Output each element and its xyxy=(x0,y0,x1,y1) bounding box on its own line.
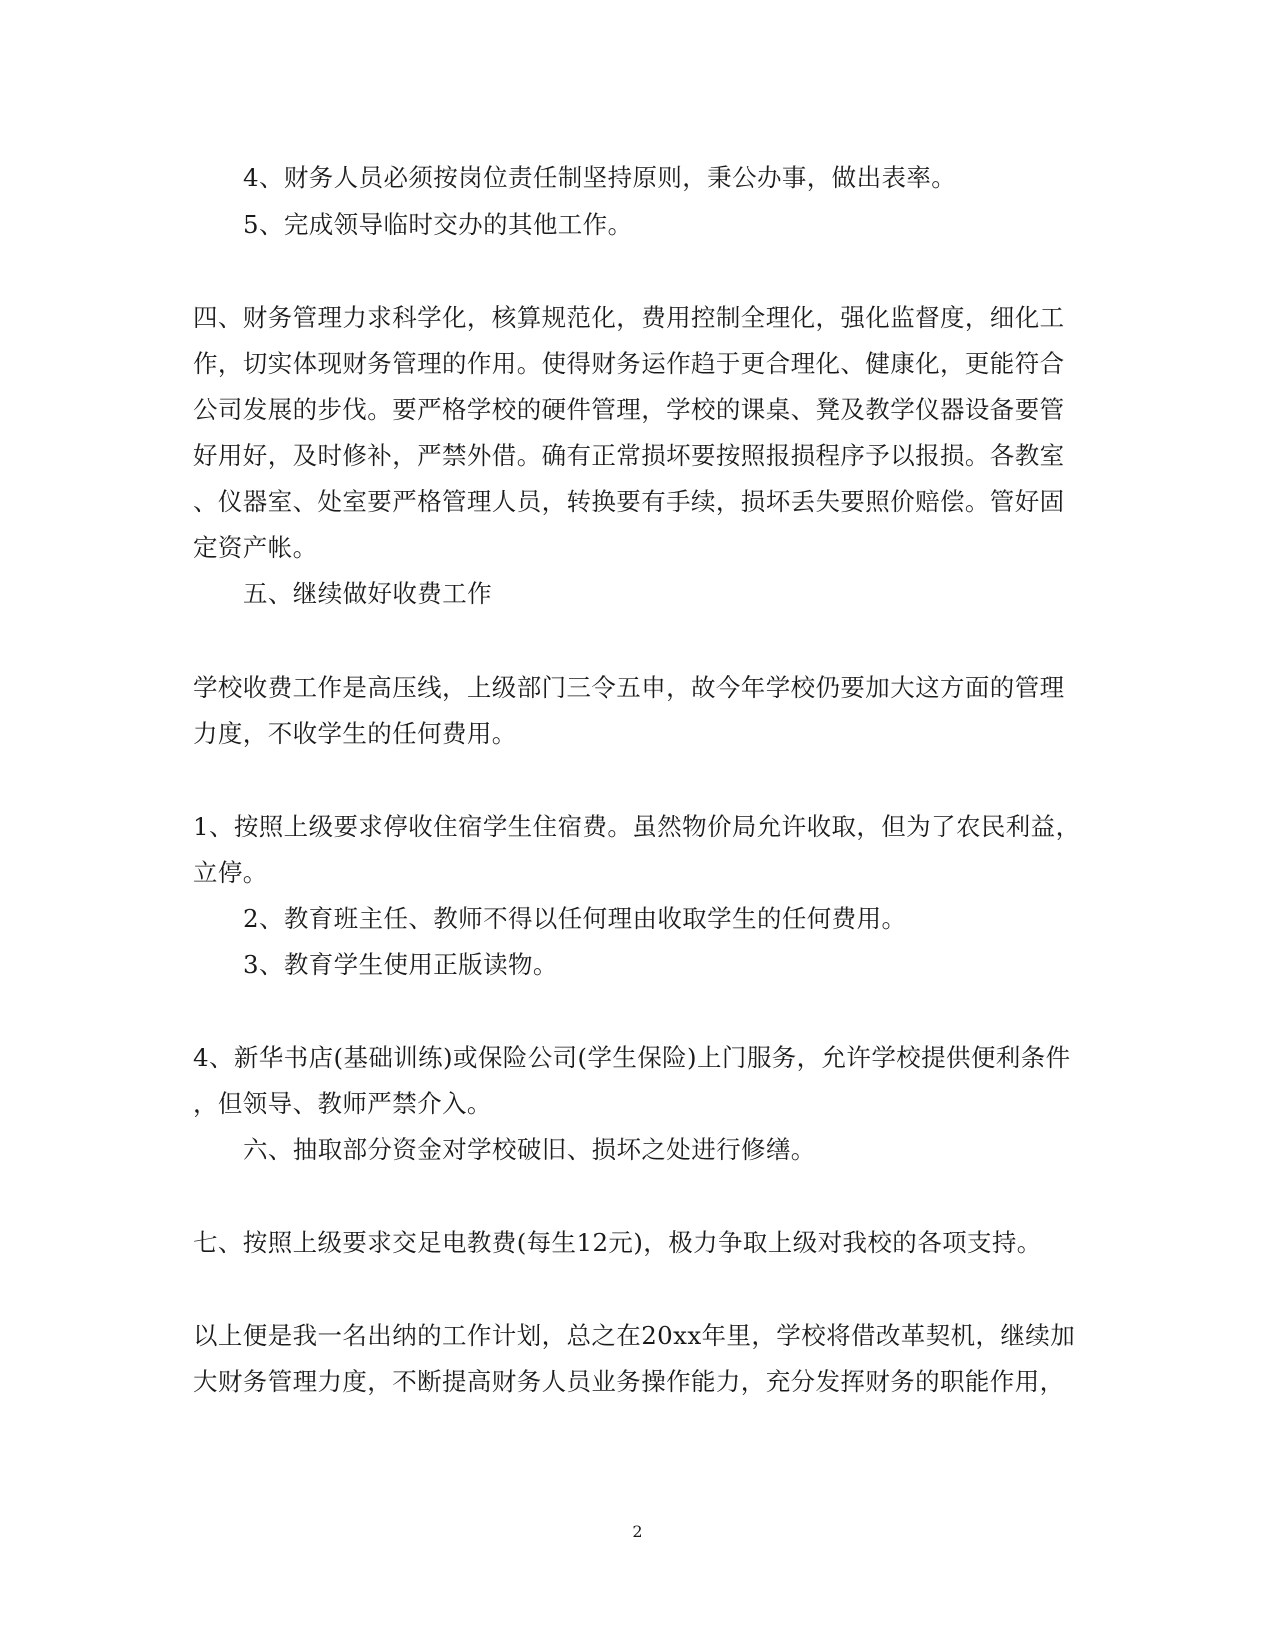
text-line: 1、按照上级要求停收住宿学生住宿费。虽然物价局允许收取，但为了农民利益， xyxy=(193,812,1081,841)
text-line: 好用好，及时修补，严禁外借。确有正常损坏要按照报损程序予以报损。各教室 xyxy=(193,441,1065,470)
text-line: 2、教育班主任、教师不得以任何理由收取学生的任何费用。 xyxy=(243,904,907,933)
text-line: 力度，不收学生的任何费用。 xyxy=(193,719,517,748)
text-line: 公司发展的步伐。要严格学校的硬件管理，学校的课桌、凳及教学仪器设备要管 xyxy=(193,395,1065,424)
text-line: 定资产帐。 xyxy=(193,533,318,562)
text-line: 学校收费工作是高压线，上级部门三令五申，故今年学校仍要加大这方面的管理 xyxy=(193,673,1065,702)
text-line: 立停。 xyxy=(193,858,268,887)
page-number: 2 xyxy=(632,1522,643,1541)
text-line: 3、教育学生使用正版读物。 xyxy=(243,950,558,979)
text-line: 4、新华书店(基础训练)或保险公司(学生保险)上门服务，允许学校提供便利条件 xyxy=(193,1043,1071,1072)
section-heading: 七、按照上级要求交足电教费(每生12元)，极力争取上级对我校的各项支持。 xyxy=(193,1228,1042,1257)
text-line: 四、财务管理力求科学化，核算规范化，费用控制全理化，强化监督度，细化工 xyxy=(193,303,1065,332)
text-line: 、仪器室、处室要严格管理人员，转换要有手续，损坏丢失要照价赔偿。管好固 xyxy=(193,487,1065,516)
text-line: ，但领导、教师严禁介入。 xyxy=(193,1089,492,1118)
text-line: 4、财务人员必须按岗位责任制坚持原则，秉公办事，做出表率。 xyxy=(243,163,957,192)
text-line: 作，切实体现财务管理的作用。使得财务运作趋于更合理化、健康化，更能符合 xyxy=(193,349,1065,378)
text-line: 大财务管理力度，不断提高财务人员业务操作能力，充分发挥财务的职能作用， xyxy=(193,1367,1065,1396)
text-line: 以上便是我一名出纳的工作计划，总之在20xx年里，学校将借改革契机，继续加 xyxy=(193,1321,1076,1350)
section-heading: 六、抽取部分资金对学校破旧、损坏之处进行修缮。 xyxy=(243,1135,816,1164)
text-line: 5、完成领导临时交办的其他工作。 xyxy=(243,210,633,239)
section-heading: 五、继续做好收费工作 xyxy=(243,579,492,608)
